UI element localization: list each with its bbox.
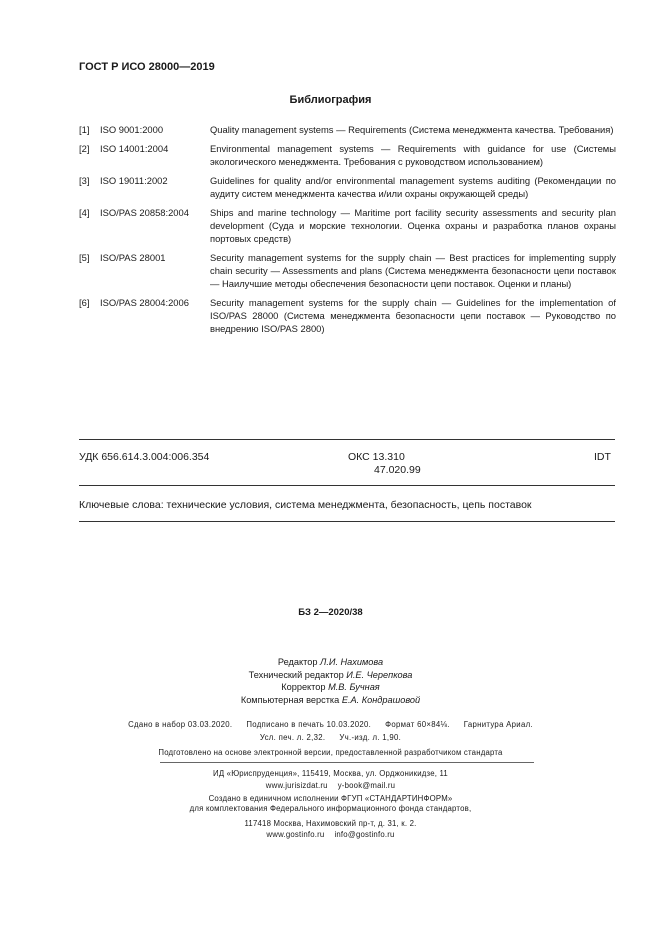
bibliography-item-code: ISO/PAS 28004:2006 xyxy=(100,297,189,308)
bibliography-item-code: ISO 9001:2000 xyxy=(100,124,164,135)
bibliography-item-text: Ships and marine technology — Maritime port facility security assessments and security plan development (Суда и морские технологии. Оценка охраны и разработка планов охраны портовых средств) xyxy=(210,207,616,244)
divider-imprint xyxy=(160,762,534,763)
prepared-note: Подготовлено на основе электронной версии, предоставленной разработчиком стандарта xyxy=(158,748,503,757)
address-block xyxy=(0,818,661,840)
bibliography-item xyxy=(79,142,616,168)
publisher-email-link[interactable]: y-book@mail.ru xyxy=(337,781,396,790)
udk-code: УДК 656.614.3.004:006.354 xyxy=(79,451,210,463)
bibliography-item xyxy=(79,206,616,245)
publisher-block xyxy=(0,768,661,792)
email-link[interactable]: info@gostinfo.ru xyxy=(334,830,395,839)
publisher-name: ИД «Юриспруденция», 115419, Москва, ул. Орджоникидзе, 11 xyxy=(213,769,448,778)
bibliography-list xyxy=(79,123,616,341)
bibliography-item-code: ISO 14001:2004 xyxy=(100,143,169,154)
bibliography-item xyxy=(79,174,616,200)
bibliography-item-number: [2] xyxy=(79,143,90,154)
document-code: ГОСТ Р ИСО 28000—2019 xyxy=(79,61,215,73)
created-note: Создано в единичном исполнении ФГУП «СТАНДАРТИНФОРМ» для комплектования Федерального информационного фонда стандартов, xyxy=(189,794,472,813)
layout-name: Е.А. Кондрашовой xyxy=(341,694,421,705)
bibliography-item-code: ISO 19011:2002 xyxy=(100,175,168,186)
print-details-line2 xyxy=(0,732,661,745)
signed-date: Подписано в печать 10.03.2020. xyxy=(246,720,372,729)
bz-number: БЗ 2—2020/38 xyxy=(298,607,363,618)
divider-middle xyxy=(79,485,615,486)
bibliography-item-code: ISO/PAS 28001 xyxy=(100,252,166,263)
corrector-name: М.В. Бучная xyxy=(328,682,380,692)
submitted-date: Сдано в набор 03.03.2020. xyxy=(128,720,233,729)
print-details xyxy=(0,719,661,744)
print-details-line1 xyxy=(0,719,661,732)
editor-line: Редактор Л.И. Нахимова xyxy=(277,657,384,667)
site-link[interactable]: www.gostinfo.ru xyxy=(266,830,325,839)
bibliography-item-number: [4] xyxy=(79,207,90,218)
bibliography-item xyxy=(79,296,616,335)
publisher-contacts xyxy=(0,780,661,792)
oks-code-primary: ОКС 13.310 xyxy=(348,451,405,463)
bibliography-item-text: Quality management systems — Requirements (Система менеджмента качества. Требования) xyxy=(210,124,614,135)
bibliography-item xyxy=(79,123,616,136)
keywords: Ключевые слова: технические условия, система менеджмента, безопасность, цепь поставок xyxy=(79,499,532,511)
tech-editor-line: Технический редактор И.Е. Черепкова xyxy=(248,669,413,680)
oks-code-secondary: 47.020.99 xyxy=(374,464,421,476)
contacts xyxy=(0,829,661,840)
bibliography-item-text: Guidelines for quality and/or environmental management systems auditing (Рекомендации по аудиту систем менеджмента качества и/или охраны окружающей среды) xyxy=(210,175,616,199)
bibliography-item-text: Security management systems for the supply chain — Guidelines for the implementation of ISO/PAS 28000 (Система менеджмента безопасности цепи поставок — Руководство по внедрению ISO/PAS 2800) xyxy=(210,297,616,334)
layout-line: Компьютерная верстка Е.А. Кондрашовой xyxy=(240,694,421,705)
bibliography-item-number: [1] xyxy=(79,124,90,135)
print-format: Формат 60×84⅛. xyxy=(385,720,450,729)
typeface: Гарнитура Ариал. xyxy=(463,720,533,729)
idt-label: IDT xyxy=(594,451,611,463)
publisher-sheets: Уч.-изд. л. 1,90. xyxy=(339,732,402,742)
bibliography-item-number: [6] xyxy=(79,297,90,308)
editor-name: Л.И. Нахимова xyxy=(320,657,384,667)
print-sheets: Усл. печ. л. 2,32. xyxy=(259,732,326,742)
bibliography-item-text: Environmental management systems — Requirements with guidance for use (Системы экологического менеджмента. Требования с руководством использованием) xyxy=(210,143,616,167)
divider-top xyxy=(79,439,615,440)
bibliography-item-text: Security management systems for the supply chain — Best practices for implementing supply chain security — Assessments and plans (Система менеджмента безопасности цепи поставок — Наилучшие методы обеспечения безопасности цепи поставок. Оценки и планы) xyxy=(210,252,616,289)
oks-codes xyxy=(348,451,421,477)
bibliography-item-number: [3] xyxy=(79,175,90,186)
bibliography-item xyxy=(79,251,616,290)
divider-bottom xyxy=(79,521,615,522)
address: 117418 Москва, Нахимовский пр-т, д. 31, к. 2. xyxy=(244,819,417,828)
bibliography-item-code: ISO/PAS 20858:2004 xyxy=(100,207,189,218)
tech-editor-name: И.Е. Черепкова xyxy=(346,669,413,680)
bibliography-title: Библиография xyxy=(289,94,372,106)
corrector-line: Корректор М.В. Бучная xyxy=(281,682,380,692)
publisher-site-link[interactable]: www.jurisizdat.ru xyxy=(265,781,328,790)
bibliography-item-number: [5] xyxy=(79,252,90,263)
editors-block xyxy=(0,656,661,706)
